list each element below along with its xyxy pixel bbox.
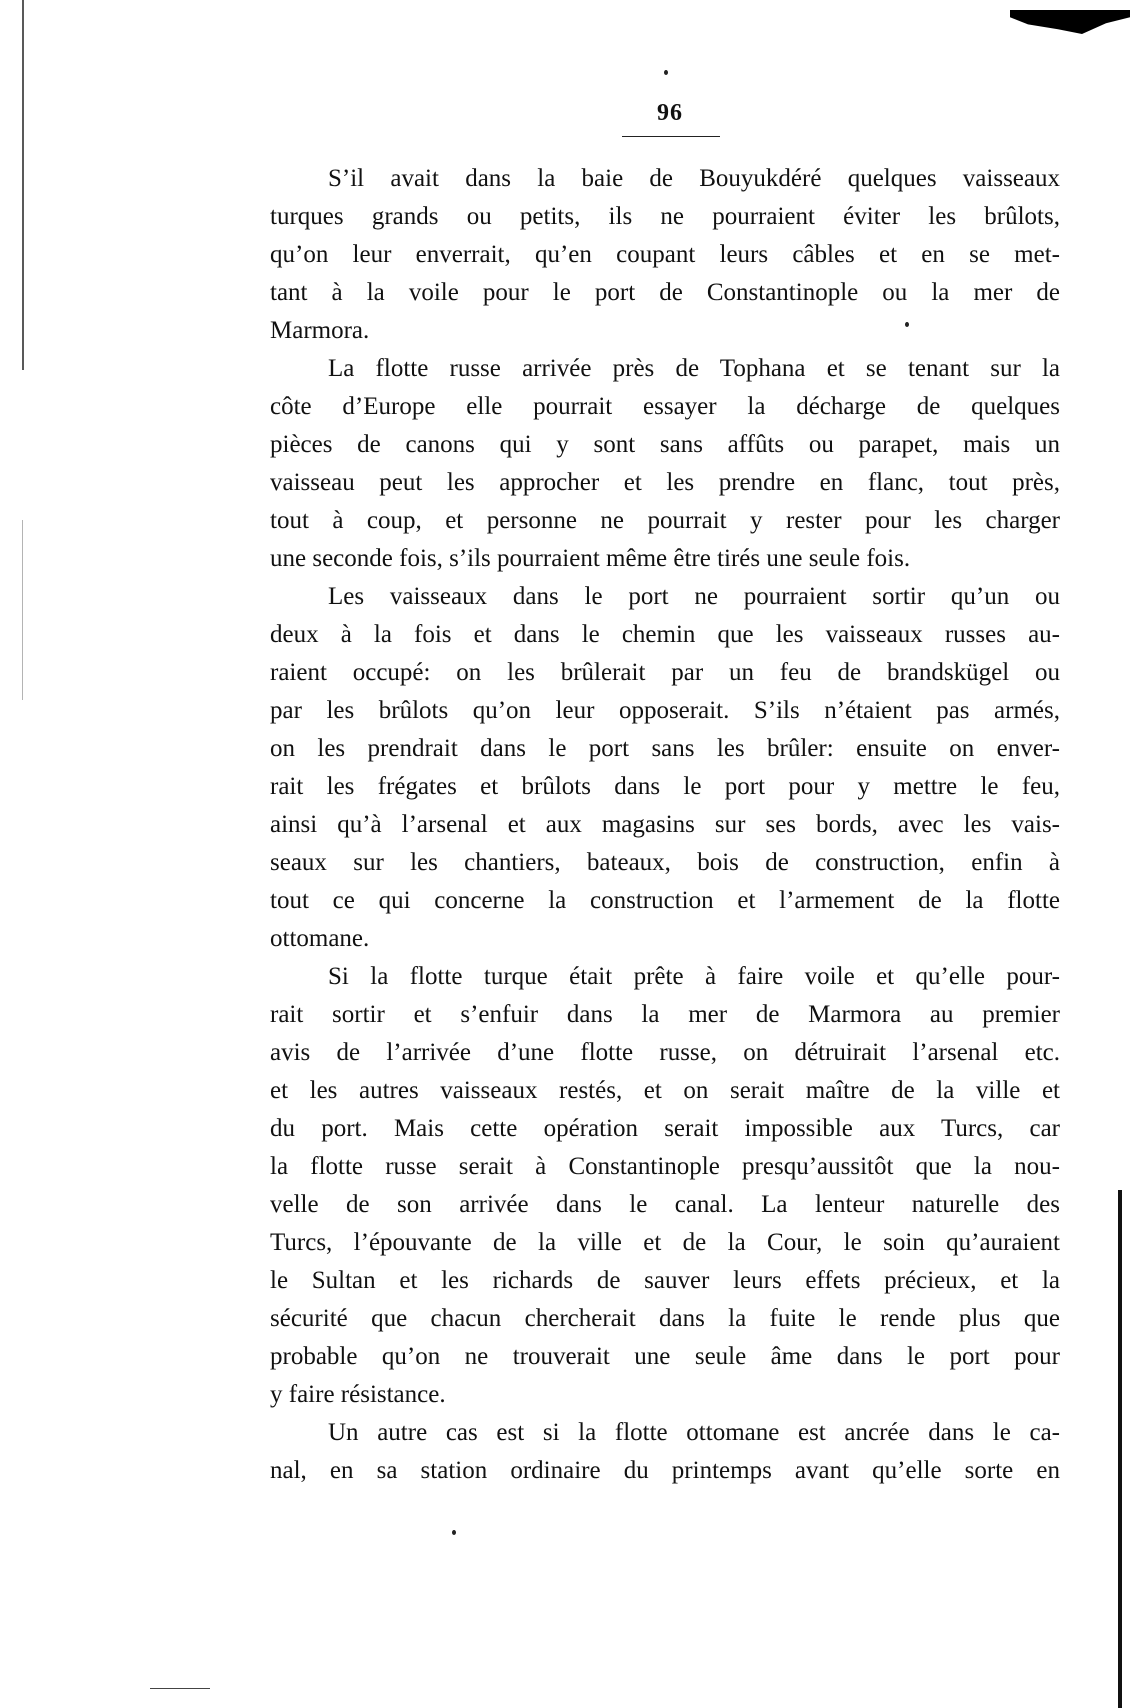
page-number-rule <box>622 136 720 137</box>
scan-corner-mark <box>1010 10 1130 34</box>
paragraph <box>270 958 1060 1414</box>
text-line: sécurité que chacun chercherait dans la fuite le rende plus que <box>270 1305 1060 1332</box>
text-line: et les autres vaisseaux restés, et on serait maître de la ville et <box>270 1077 1060 1104</box>
text-line: turques grands ou petits, ils ne pourraient éviter les brûlots, <box>270 203 1060 230</box>
scan-edge-mark <box>22 0 24 370</box>
text-line: ainsi qu’à l’arsenal et aux magasins sur ses bords, avec les vais- <box>270 811 1060 838</box>
paragraph <box>270 578 1060 958</box>
text-line: le Sultan et les richards de sauver leurs effets précieux, et la <box>270 1267 1060 1294</box>
text-line: du port. Mais cette opération serait impossible aux Turcs, car <box>270 1115 1060 1142</box>
text-line: ottomane. <box>270 925 370 952</box>
text-line: on les prendrait dans le port sans les brûler: ensuite on enver- <box>270 735 1060 762</box>
text-line: côte d’Europe elle pourrait essayer la décharge de quelques <box>270 393 1060 420</box>
text-line: velle de son arrivée dans le canal. La lenteur naturelle des <box>270 1191 1060 1218</box>
scan-speck <box>664 70 668 75</box>
text-line: y faire résistance. <box>270 1381 446 1408</box>
paragraph <box>270 160 1060 350</box>
text-line: tant à la voile pour le port de Constantinople ou la mer de <box>270 279 1060 306</box>
text-line: avis de l’arrivée d’une flotte russe, on détruirait l’arsenal etc. <box>270 1039 1060 1066</box>
text-line: La flotte russe arrivée près de Tophana et se tenant sur la <box>328 355 1060 382</box>
text-line: probable qu’on ne trouverait une seule âme dans le port pour <box>270 1343 1060 1370</box>
text-line: par les brûlots qu’on leur opposerait. S’ils n’étaient pas armés, <box>270 697 1060 724</box>
text-line: deux à la fois et dans le chemin que les vaisseaux russes au- <box>270 621 1060 648</box>
page-number: 96 <box>657 100 683 126</box>
scan-speck <box>452 1530 456 1535</box>
text-line: rait sortir et s’enfuir dans la mer de Marmora au premier <box>270 1001 1060 1028</box>
text-line: Si la flotte turque était prête à faire voile et qu’elle pour- <box>328 963 1060 990</box>
text-line: Un autre cas est si la flotte ottomane est ancrée dans le ca- <box>328 1419 1060 1446</box>
text-line: Marmora. <box>270 317 370 344</box>
text-line: qu’on leur enverrait, qu’en coupant leurs câbles et en se met- <box>270 241 1060 268</box>
text-line: S’il avait dans la baie de Bouyukdéré quelques vaisseaux <box>328 165 1060 192</box>
paragraph <box>270 1414 1060 1490</box>
text-line: raient occupé: on les brûlerait par un feu de brandskügel ou <box>270 659 1060 686</box>
text-line: tout ce qui concerne la construction et l’armement de la flotte <box>270 887 1060 914</box>
text-line: pièces de canons qui y sont sans affûts ou parapet, mais un <box>270 431 1060 458</box>
text-line: nal, en sa station ordinaire du printemps avant qu’elle sorte en <box>270 1457 1060 1484</box>
body-text <box>270 160 1060 1490</box>
scan-dash-mark <box>150 1688 210 1689</box>
text-line: tout à coup, et personne ne pourrait y rester pour les charger <box>270 507 1060 534</box>
text-line: seaux sur les chantiers, bateaux, bois de construction, enfin à <box>270 849 1060 876</box>
text-line: rait les frégates et brûlots dans le port pour y mettre le feu, <box>270 773 1060 800</box>
text-line: Turcs, l’épouvante de la ville et de la Cour, le soin qu’auraient <box>270 1229 1060 1256</box>
text-line: la flotte russe serait à Constantinople presqu’aussitôt que la nou- <box>270 1153 1060 1180</box>
text-line: Les vaisseaux dans le port ne pourraient sortir qu’un ou <box>328 583 1060 610</box>
text-line: vaisseau peut les approcher et les prendre en flanc, tout près, <box>270 469 1060 496</box>
scan-edge-mark <box>1118 1190 1122 1708</box>
scan-edge-mark <box>22 520 23 700</box>
paragraph <box>270 350 1060 578</box>
text-line: une seconde fois, s’ils pourraient même être tirés une seule fois. <box>270 545 911 572</box>
